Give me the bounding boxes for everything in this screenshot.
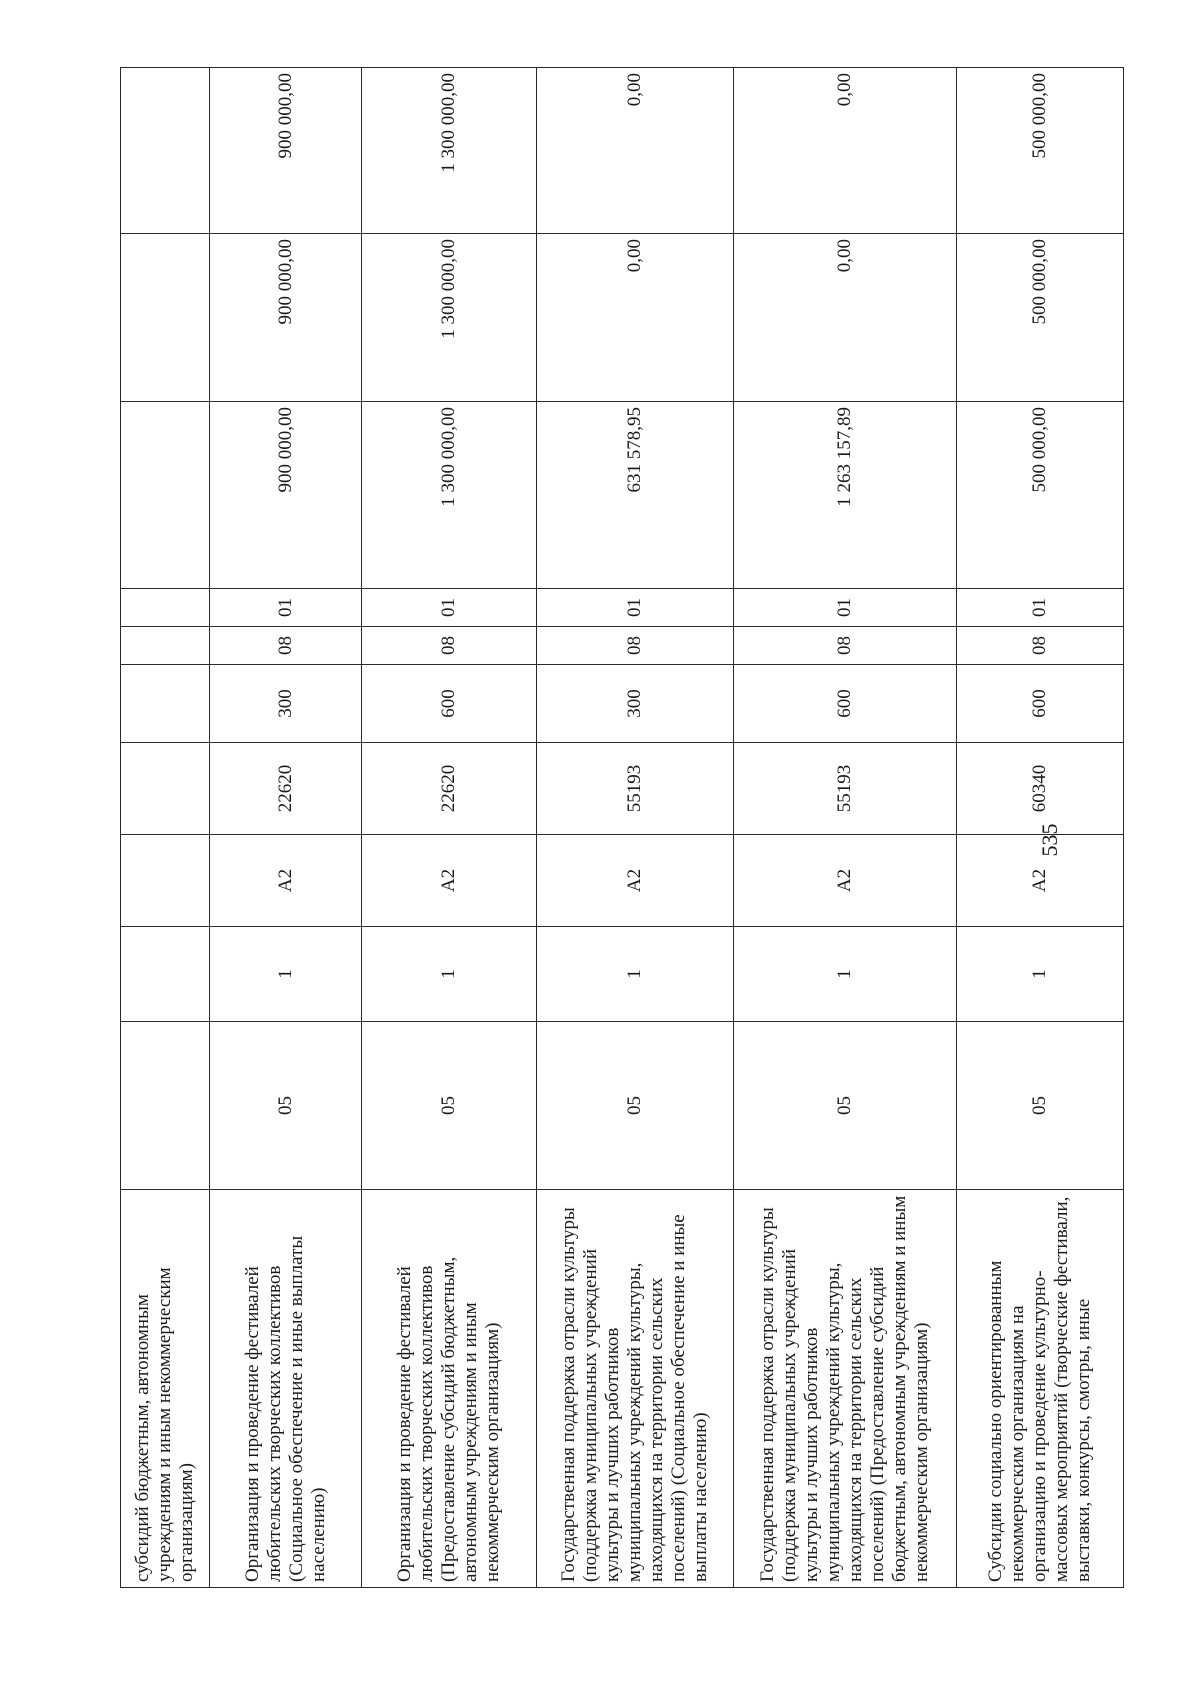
- subprogram-code-cell: А2: [734, 835, 957, 927]
- table-row: [957, 68, 1124, 1588]
- direction-code-cell: 22620: [210, 743, 362, 835]
- expense-type-cell: [121, 665, 210, 743]
- expense-type-cell: 600: [734, 665, 957, 743]
- row-name-cell: Субсидии социально ориентированным некоммерческим организациям на организацию и проведение культурно-массовых мероприятий (творческие фестивали, выставки, конкурсы, смотры, иные: [957, 1190, 1124, 1588]
- row-name-cell: Государственная поддержка отрасли культуры (поддержка муниципальных учреждений культуры и лучших работников муниципальных учреждений культуры, находящихся на территории сельских поселений) (Предоставление субсидий бюджетным, автономным учреждениям и иным некоммерческим организациям): [734, 1190, 957, 1588]
- amount-year2-cell: 500 000,00: [957, 234, 1124, 402]
- program-code-cell: 1: [537, 927, 734, 1022]
- amount-year2-cell: 900 000,00: [210, 234, 362, 402]
- section-code-cell: 05: [537, 1022, 734, 1190]
- subsection-cell: 01: [957, 589, 1124, 627]
- table-row: [121, 68, 210, 1588]
- table-row: [362, 68, 537, 1588]
- section-cell: [121, 627, 210, 665]
- row-name-cell: субсидий бюджетным, автономным учреждениям и иным некоммерческим организациям): [121, 1190, 210, 1588]
- row-name-cell: Государственная поддержка отрасли культуры (поддержка муниципальных учреждений культуры и лучших работников муниципальных учреждений культуры, находящихся на территории сельских поселений) (Социальное обеспечение и иные выплаты населению): [537, 1190, 734, 1588]
- subprogram-code-cell: А2: [537, 835, 734, 927]
- subsection-cell: [121, 589, 210, 627]
- budget-table: [120, 67, 1124, 1588]
- row-name-cell: Организация и проведение фестивалей любительских творческих коллективов (Предоставление субсидий бюджетным, автономным учреждениям и иным некоммерческим организациям): [362, 1190, 537, 1588]
- direction-code-cell: 22620: [362, 743, 537, 835]
- program-code-cell: 1: [734, 927, 957, 1022]
- amount-year2-cell: 1 300 000,00: [362, 234, 537, 402]
- subsection-cell: 01: [734, 589, 957, 627]
- expense-type-cell: 300: [210, 665, 362, 743]
- section-code-cell: 05: [957, 1022, 1124, 1190]
- amount-year1-cell: 500 000,00: [957, 402, 1124, 589]
- amount-year3-cell: 0,00: [734, 68, 957, 234]
- section-code-cell: [121, 1022, 210, 1190]
- amount-year2-cell: [121, 234, 210, 402]
- section-cell: 08: [734, 627, 957, 665]
- subprogram-code-cell: [121, 835, 210, 927]
- page-number: 535: [1037, 823, 1062, 857]
- program-code-cell: 1: [210, 927, 362, 1022]
- amount-year2-cell: 0,00: [537, 234, 734, 402]
- subsection-cell: 01: [362, 589, 537, 627]
- rotated-sheet: [120, 68, 1094, 1588]
- table-row: [537, 68, 734, 1588]
- amount-year2-cell: 0,00: [734, 234, 957, 402]
- amount-year1-cell: 1 263 157,89: [734, 402, 957, 589]
- amount-year3-cell: 900 000,00: [210, 68, 362, 234]
- program-code-cell: [121, 927, 210, 1022]
- amount-year3-cell: 1 300 000,00: [362, 68, 537, 234]
- section-cell: 08: [362, 627, 537, 665]
- direction-code-cell: 55193: [537, 743, 734, 835]
- subprogram-code-cell: А2: [210, 835, 362, 927]
- section-cell: 08: [210, 627, 362, 665]
- row-name-cell: Организация и проведение фестивалей любительских творческих коллективов (Социальное обеспечение и иные выплаты населению): [210, 1190, 362, 1588]
- amount-year3-cell: 500 000,00: [957, 68, 1124, 234]
- amount-year3-cell: 0,00: [537, 68, 734, 234]
- section-code-cell: 05: [362, 1022, 537, 1190]
- amount-year1-cell: 1 300 000,00: [362, 402, 537, 589]
- expense-type-cell: 600: [362, 665, 537, 743]
- subprogram-code-cell: А2: [362, 835, 537, 927]
- table-row: [210, 68, 362, 1588]
- direction-code-cell: 55193: [734, 743, 957, 835]
- amount-year3-cell: [121, 68, 210, 234]
- amount-year1-cell: [121, 402, 210, 589]
- expense-type-cell: 300: [537, 665, 734, 743]
- subsection-cell: 01: [210, 589, 362, 627]
- amount-year1-cell: 900 000,00: [210, 402, 362, 589]
- program-code-cell: 1: [362, 927, 537, 1022]
- subsection-cell: 01: [537, 589, 734, 627]
- program-code-cell: 1: [957, 927, 1124, 1022]
- section-code-cell: 05: [210, 1022, 362, 1190]
- section-code-cell: 05: [734, 1022, 957, 1190]
- section-cell: 08: [537, 627, 734, 665]
- amount-year1-cell: 631 578,95: [537, 402, 734, 589]
- direction-code-cell: 60340: [957, 743, 1124, 835]
- expense-type-cell: 600: [957, 665, 1124, 743]
- subprogram-code-cell: А2: [957, 835, 1124, 927]
- direction-code-cell: [121, 743, 210, 835]
- table-row: [734, 68, 957, 1588]
- section-cell: 08: [957, 627, 1124, 665]
